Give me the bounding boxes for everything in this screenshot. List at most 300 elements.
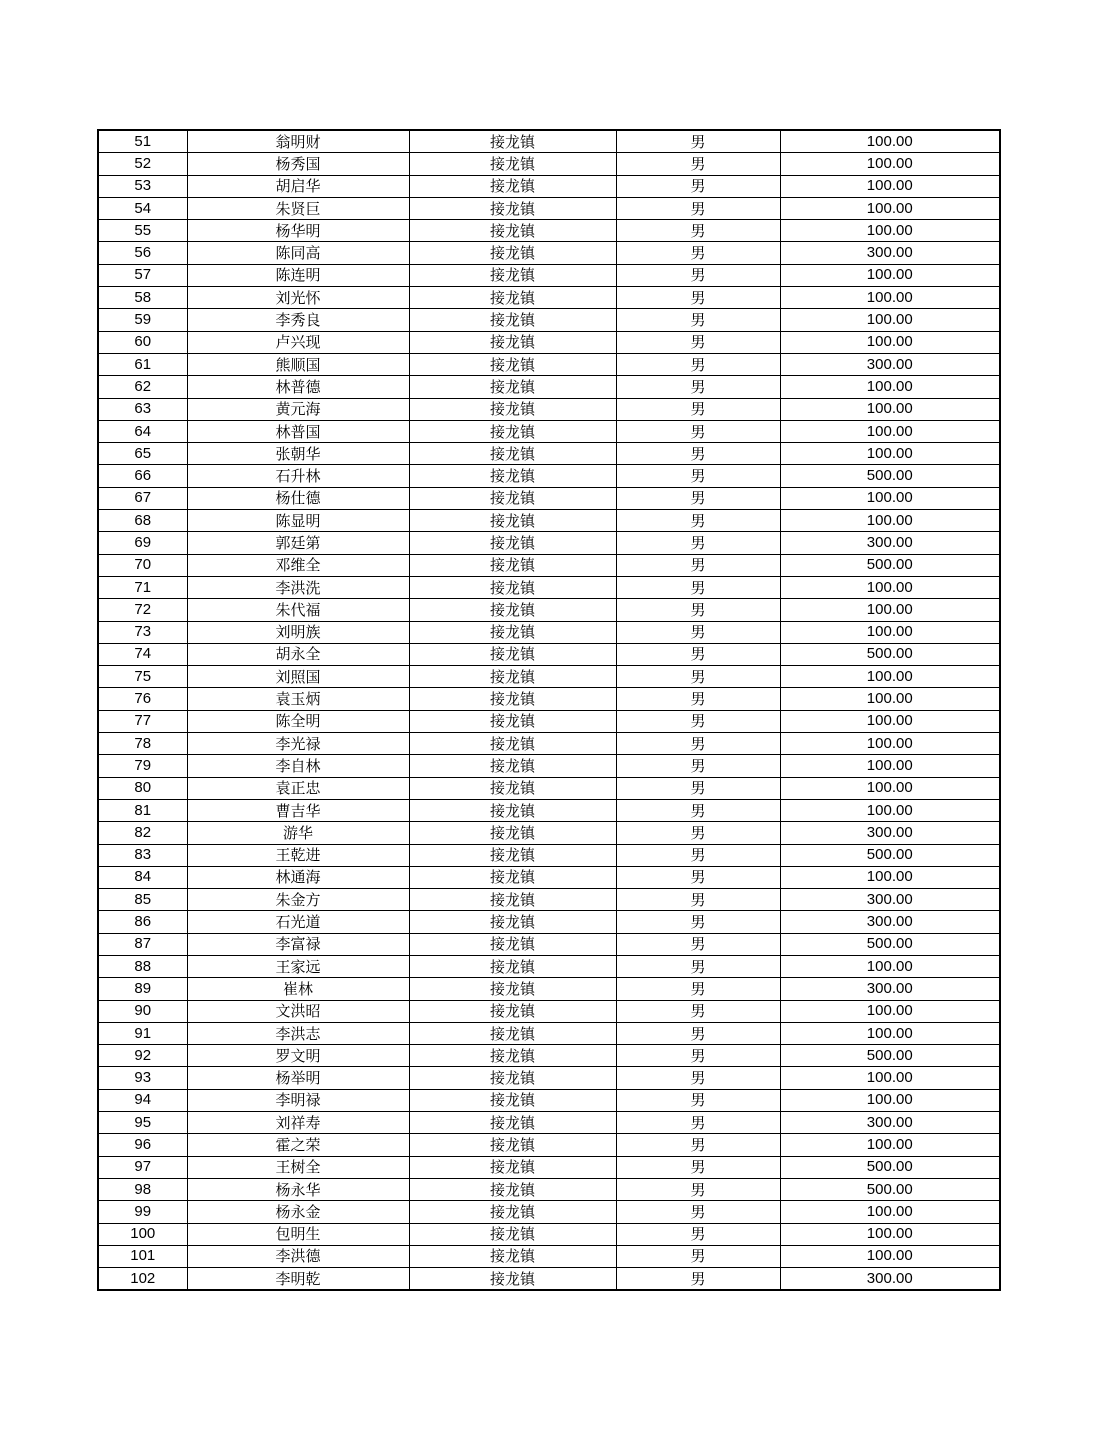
- row-number-cell: 77: [98, 710, 187, 732]
- table-row: [98, 532, 1000, 554]
- name-cell: 翁明财: [187, 130, 409, 153]
- row-number-cell: 83: [98, 844, 187, 866]
- gender-cell: 男: [616, 911, 780, 933]
- town-cell: 接龙镇: [409, 1201, 616, 1223]
- row-number-cell: 71: [98, 576, 187, 598]
- table-row: [98, 398, 1000, 420]
- row-number-cell: 64: [98, 420, 187, 442]
- town-cell: 接龙镇: [409, 710, 616, 732]
- town-cell: 接龙镇: [409, 1223, 616, 1245]
- amount-cell: 100.00: [780, 1089, 1000, 1111]
- table-row: [98, 554, 1000, 576]
- table-row: [98, 420, 1000, 442]
- amount-cell: 100.00: [780, 220, 1000, 242]
- gender-cell: 男: [616, 554, 780, 576]
- amount-cell: 100.00: [780, 1201, 1000, 1223]
- gender-cell: 男: [616, 643, 780, 665]
- table-row: [98, 487, 1000, 509]
- amount-cell: 500.00: [780, 554, 1000, 576]
- town-cell: 接龙镇: [409, 264, 616, 286]
- amount-cell: 500.00: [780, 643, 1000, 665]
- name-cell: 石升林: [187, 465, 409, 487]
- gender-cell: 男: [616, 1089, 780, 1111]
- table-row: [98, 242, 1000, 264]
- town-cell: 接龙镇: [409, 465, 616, 487]
- row-number-cell: 70: [98, 554, 187, 576]
- amount-cell: 100.00: [780, 1000, 1000, 1022]
- name-cell: 熊顺国: [187, 353, 409, 375]
- town-cell: 接龙镇: [409, 220, 616, 242]
- amount-cell: 300.00: [780, 1112, 1000, 1134]
- row-number-cell: 65: [98, 443, 187, 465]
- amount-cell: 100.00: [780, 130, 1000, 153]
- gender-cell: 男: [616, 465, 780, 487]
- town-cell: 接龙镇: [409, 130, 616, 153]
- row-number-cell: 66: [98, 465, 187, 487]
- name-cell: 袁玉炳: [187, 688, 409, 710]
- gender-cell: 男: [616, 1156, 780, 1178]
- amount-cell: 300.00: [780, 1268, 1000, 1291]
- name-cell: 李富禄: [187, 933, 409, 955]
- table-row: [98, 889, 1000, 911]
- town-cell: 接龙镇: [409, 799, 616, 821]
- amount-cell: 100.00: [780, 621, 1000, 643]
- name-cell: 李秀良: [187, 309, 409, 331]
- table-row: [98, 1067, 1000, 1089]
- gender-cell: 男: [616, 799, 780, 821]
- row-number-cell: 80: [98, 777, 187, 799]
- town-cell: 接龙镇: [409, 889, 616, 911]
- row-number-cell: 96: [98, 1134, 187, 1156]
- name-cell: 曹吉华: [187, 799, 409, 821]
- table-row: [98, 153, 1000, 175]
- town-cell: 接龙镇: [409, 1112, 616, 1134]
- table-row: [98, 911, 1000, 933]
- row-number-cell: 72: [98, 599, 187, 621]
- town-cell: 接龙镇: [409, 1156, 616, 1178]
- amount-cell: 100.00: [780, 287, 1000, 309]
- town-cell: 接龙镇: [409, 510, 616, 532]
- town-cell: 接龙镇: [409, 755, 616, 777]
- town-cell: 接龙镇: [409, 1067, 616, 1089]
- gender-cell: 男: [616, 197, 780, 219]
- row-number-cell: 76: [98, 688, 187, 710]
- row-number-cell: 56: [98, 242, 187, 264]
- amount-cell: 500.00: [780, 1156, 1000, 1178]
- table-row: [98, 1045, 1000, 1067]
- table-row: [98, 443, 1000, 465]
- gender-cell: 男: [616, 599, 780, 621]
- gender-cell: 男: [616, 510, 780, 532]
- amount-cell: 300.00: [780, 978, 1000, 1000]
- name-cell: 李自林: [187, 755, 409, 777]
- gender-cell: 男: [616, 621, 780, 643]
- name-cell: 胡启华: [187, 175, 409, 197]
- row-number-cell: 88: [98, 955, 187, 977]
- town-cell: 接龙镇: [409, 1045, 616, 1067]
- amount-cell: 100.00: [780, 398, 1000, 420]
- amount-cell: 100.00: [780, 443, 1000, 465]
- town-cell: 接龙镇: [409, 1000, 616, 1022]
- town-cell: 接龙镇: [409, 376, 616, 398]
- row-number-cell: 79: [98, 755, 187, 777]
- name-cell: 杨仕德: [187, 487, 409, 509]
- table-row: [98, 287, 1000, 309]
- name-cell: 李洪德: [187, 1245, 409, 1267]
- table-row: [98, 1223, 1000, 1245]
- amount-cell: 500.00: [780, 933, 1000, 955]
- gender-cell: 男: [616, 777, 780, 799]
- table-row: [98, 1022, 1000, 1044]
- row-number-cell: 68: [98, 510, 187, 532]
- row-number-cell: 92: [98, 1045, 187, 1067]
- town-cell: 接龙镇: [409, 1022, 616, 1044]
- town-cell: 接龙镇: [409, 353, 616, 375]
- amount-cell: 100.00: [780, 153, 1000, 175]
- amount-cell: 500.00: [780, 844, 1000, 866]
- gender-cell: 男: [616, 242, 780, 264]
- amount-cell: 500.00: [780, 1045, 1000, 1067]
- name-cell: 李明禄: [187, 1089, 409, 1111]
- town-cell: 接龙镇: [409, 978, 616, 1000]
- row-number-cell: 51: [98, 130, 187, 153]
- table-row: [98, 331, 1000, 353]
- town-cell: 接龙镇: [409, 933, 616, 955]
- name-cell: 胡永全: [187, 643, 409, 665]
- row-number-cell: 53: [98, 175, 187, 197]
- amount-cell: 100.00: [780, 264, 1000, 286]
- row-number-cell: 60: [98, 331, 187, 353]
- town-cell: 接龙镇: [409, 955, 616, 977]
- town-cell: 接龙镇: [409, 1089, 616, 1111]
- town-cell: 接龙镇: [409, 420, 616, 442]
- row-number-cell: 78: [98, 733, 187, 755]
- gender-cell: 男: [616, 955, 780, 977]
- amount-cell: 100.00: [780, 331, 1000, 353]
- town-cell: 接龙镇: [409, 643, 616, 665]
- town-cell: 接龙镇: [409, 242, 616, 264]
- gender-cell: 男: [616, 331, 780, 353]
- amount-cell: 300.00: [780, 822, 1000, 844]
- amount-cell: 300.00: [780, 911, 1000, 933]
- town-cell: 接龙镇: [409, 331, 616, 353]
- name-cell: 游华: [187, 822, 409, 844]
- name-cell: 陈全明: [187, 710, 409, 732]
- name-cell: 卢兴现: [187, 331, 409, 353]
- town-cell: 接龙镇: [409, 576, 616, 598]
- amount-cell: 100.00: [780, 666, 1000, 688]
- table-row: [98, 1156, 1000, 1178]
- town-cell: 接龙镇: [409, 1245, 616, 1267]
- row-number-cell: 54: [98, 197, 187, 219]
- town-cell: 接龙镇: [409, 1178, 616, 1200]
- name-cell: 李洪洗: [187, 576, 409, 598]
- table-row: [98, 822, 1000, 844]
- name-cell: 林通海: [187, 866, 409, 888]
- row-number-cell: 67: [98, 487, 187, 509]
- amount-cell: 300.00: [780, 889, 1000, 911]
- table-row: [98, 264, 1000, 286]
- table-row: [98, 1201, 1000, 1223]
- gender-cell: 男: [616, 576, 780, 598]
- name-cell: 李光禄: [187, 733, 409, 755]
- name-cell: 杨永华: [187, 1178, 409, 1200]
- gender-cell: 男: [616, 487, 780, 509]
- name-cell: 崔林: [187, 978, 409, 1000]
- table-row: [98, 1089, 1000, 1111]
- gender-cell: 男: [616, 1134, 780, 1156]
- row-number-cell: 63: [98, 398, 187, 420]
- table-row: [98, 1268, 1000, 1291]
- row-number-cell: 86: [98, 911, 187, 933]
- table-row: [98, 130, 1000, 153]
- name-cell: 朱贤巨: [187, 197, 409, 219]
- amount-cell: 100.00: [780, 1245, 1000, 1267]
- amount-cell: 100.00: [780, 510, 1000, 532]
- town-cell: 接龙镇: [409, 1268, 616, 1291]
- amount-cell: 100.00: [780, 1022, 1000, 1044]
- row-number-cell: 91: [98, 1022, 187, 1044]
- gender-cell: 男: [616, 175, 780, 197]
- name-cell: 陈同高: [187, 242, 409, 264]
- gender-cell: 男: [616, 353, 780, 375]
- row-number-cell: 99: [98, 1201, 187, 1223]
- amount-cell: 100.00: [780, 733, 1000, 755]
- table-row: [98, 465, 1000, 487]
- row-number-cell: 89: [98, 978, 187, 1000]
- name-cell: 张朝华: [187, 443, 409, 465]
- row-number-cell: 74: [98, 643, 187, 665]
- name-cell: 朱代福: [187, 599, 409, 621]
- name-cell: 林普国: [187, 420, 409, 442]
- town-cell: 接龙镇: [409, 197, 616, 219]
- row-number-cell: 84: [98, 866, 187, 888]
- gender-cell: 男: [616, 978, 780, 1000]
- town-cell: 接龙镇: [409, 911, 616, 933]
- amount-cell: 100.00: [780, 175, 1000, 197]
- gender-cell: 男: [616, 1000, 780, 1022]
- table-row: [98, 1112, 1000, 1134]
- name-cell: 霍之荣: [187, 1134, 409, 1156]
- town-cell: 接龙镇: [409, 666, 616, 688]
- name-cell: 黄元海: [187, 398, 409, 420]
- gender-cell: 男: [616, 889, 780, 911]
- amount-cell: 100.00: [780, 1134, 1000, 1156]
- row-number-cell: 90: [98, 1000, 187, 1022]
- table-row: [98, 309, 1000, 331]
- town-cell: 接龙镇: [409, 733, 616, 755]
- table-row: [98, 576, 1000, 598]
- town-cell: 接龙镇: [409, 844, 616, 866]
- name-cell: 陈连明: [187, 264, 409, 286]
- amount-cell: 500.00: [780, 465, 1000, 487]
- row-number-cell: 61: [98, 353, 187, 375]
- town-cell: 接龙镇: [409, 866, 616, 888]
- row-number-cell: 69: [98, 532, 187, 554]
- amount-cell: 100.00: [780, 197, 1000, 219]
- table-row: [98, 1245, 1000, 1267]
- name-cell: 郭廷第: [187, 532, 409, 554]
- table-row: [98, 755, 1000, 777]
- table-row: [98, 353, 1000, 375]
- town-cell: 接龙镇: [409, 153, 616, 175]
- gender-cell: 男: [616, 866, 780, 888]
- amount-cell: 100.00: [780, 1223, 1000, 1245]
- name-cell: 王乾进: [187, 844, 409, 866]
- name-cell: 刘照国: [187, 666, 409, 688]
- amount-cell: 100.00: [780, 755, 1000, 777]
- row-number-cell: 58: [98, 287, 187, 309]
- name-cell: 王树全: [187, 1156, 409, 1178]
- table-row: [98, 197, 1000, 219]
- gender-cell: 男: [616, 153, 780, 175]
- gender-cell: 男: [616, 264, 780, 286]
- town-cell: 接龙镇: [409, 532, 616, 554]
- gender-cell: 男: [616, 398, 780, 420]
- table-row: [98, 844, 1000, 866]
- table-row: [98, 1178, 1000, 1200]
- amount-cell: 100.00: [780, 955, 1000, 977]
- gender-cell: 男: [616, 1178, 780, 1200]
- row-number-cell: 62: [98, 376, 187, 398]
- table-row: [98, 799, 1000, 821]
- name-cell: 杨举明: [187, 1067, 409, 1089]
- gender-cell: 男: [616, 1045, 780, 1067]
- row-number-cell: 57: [98, 264, 187, 286]
- table-row: [98, 643, 1000, 665]
- amount-cell: 500.00: [780, 1178, 1000, 1200]
- row-number-cell: 87: [98, 933, 187, 955]
- row-number-cell: 73: [98, 621, 187, 643]
- name-cell: 朱金方: [187, 889, 409, 911]
- row-number-cell: 98: [98, 1178, 187, 1200]
- name-cell: 杨秀国: [187, 153, 409, 175]
- row-number-cell: 97: [98, 1156, 187, 1178]
- gender-cell: 男: [616, 220, 780, 242]
- table-row: [98, 933, 1000, 955]
- amount-cell: 100.00: [780, 309, 1000, 331]
- table-row: [98, 866, 1000, 888]
- name-cell: 包明生: [187, 1223, 409, 1245]
- town-cell: 接龙镇: [409, 309, 616, 331]
- town-cell: 接龙镇: [409, 443, 616, 465]
- gender-cell: 男: [616, 532, 780, 554]
- table-row: [98, 376, 1000, 398]
- gender-cell: 男: [616, 1022, 780, 1044]
- amount-cell: 300.00: [780, 532, 1000, 554]
- gender-cell: 男: [616, 733, 780, 755]
- name-cell: 陈显明: [187, 510, 409, 532]
- name-cell: 刘光怀: [187, 287, 409, 309]
- town-cell: 接龙镇: [409, 554, 616, 576]
- amount-cell: 100.00: [780, 420, 1000, 442]
- name-cell: 袁正忠: [187, 777, 409, 799]
- gender-cell: 男: [616, 1201, 780, 1223]
- gender-cell: 男: [616, 755, 780, 777]
- gender-cell: 男: [616, 1223, 780, 1245]
- amount-cell: 100.00: [780, 688, 1000, 710]
- name-cell: 杨华明: [187, 220, 409, 242]
- gender-cell: 男: [616, 443, 780, 465]
- gender-cell: 男: [616, 130, 780, 153]
- row-number-cell: 101: [98, 1245, 187, 1267]
- row-number-cell: 94: [98, 1089, 187, 1111]
- amount-cell: 100.00: [780, 799, 1000, 821]
- town-cell: 接龙镇: [409, 175, 616, 197]
- gender-cell: 男: [616, 1245, 780, 1267]
- gender-cell: 男: [616, 420, 780, 442]
- town-cell: 接龙镇: [409, 777, 616, 799]
- table-body: [98, 130, 1000, 1290]
- town-cell: 接龙镇: [409, 822, 616, 844]
- gender-cell: 男: [616, 844, 780, 866]
- gender-cell: 男: [616, 287, 780, 309]
- amount-cell: 100.00: [780, 777, 1000, 799]
- amount-cell: 100.00: [780, 866, 1000, 888]
- row-number-cell: 59: [98, 309, 187, 331]
- town-cell: 接龙镇: [409, 621, 616, 643]
- row-number-cell: 55: [98, 220, 187, 242]
- gender-cell: 男: [616, 1067, 780, 1089]
- gender-cell: 男: [616, 376, 780, 398]
- data-table: [97, 129, 1001, 1291]
- gender-cell: 男: [616, 822, 780, 844]
- table-row: [98, 220, 1000, 242]
- table-row: [98, 621, 1000, 643]
- name-cell: 文洪昭: [187, 1000, 409, 1022]
- row-number-cell: 82: [98, 822, 187, 844]
- gender-cell: 男: [616, 1268, 780, 1291]
- gender-cell: 男: [616, 933, 780, 955]
- table-row: [98, 710, 1000, 732]
- amount-cell: 300.00: [780, 242, 1000, 264]
- table-row: [98, 666, 1000, 688]
- table-row: [98, 1134, 1000, 1156]
- row-number-cell: 75: [98, 666, 187, 688]
- row-number-cell: 102: [98, 1268, 187, 1291]
- name-cell: 王家远: [187, 955, 409, 977]
- town-cell: 接龙镇: [409, 1134, 616, 1156]
- town-cell: 接龙镇: [409, 398, 616, 420]
- row-number-cell: 100: [98, 1223, 187, 1245]
- table-row: [98, 733, 1000, 755]
- row-number-cell: 93: [98, 1067, 187, 1089]
- table-row: [98, 175, 1000, 197]
- table-row: [98, 955, 1000, 977]
- table-row: [98, 777, 1000, 799]
- amount-cell: 100.00: [780, 710, 1000, 732]
- amount-cell: 300.00: [780, 353, 1000, 375]
- row-number-cell: 95: [98, 1112, 187, 1134]
- table-row: [98, 688, 1000, 710]
- amount-cell: 100.00: [780, 576, 1000, 598]
- name-cell: 李洪志: [187, 1022, 409, 1044]
- town-cell: 接龙镇: [409, 287, 616, 309]
- town-cell: 接龙镇: [409, 599, 616, 621]
- amount-cell: 100.00: [780, 376, 1000, 398]
- name-cell: 刘祥寿: [187, 1112, 409, 1134]
- gender-cell: 男: [616, 688, 780, 710]
- row-number-cell: 85: [98, 889, 187, 911]
- gender-cell: 男: [616, 666, 780, 688]
- gender-cell: 男: [616, 1112, 780, 1134]
- town-cell: 接龙镇: [409, 487, 616, 509]
- town-cell: 接龙镇: [409, 688, 616, 710]
- table-row: [98, 599, 1000, 621]
- amount-cell: 100.00: [780, 1067, 1000, 1089]
- gender-cell: 男: [616, 710, 780, 732]
- row-number-cell: 52: [98, 153, 187, 175]
